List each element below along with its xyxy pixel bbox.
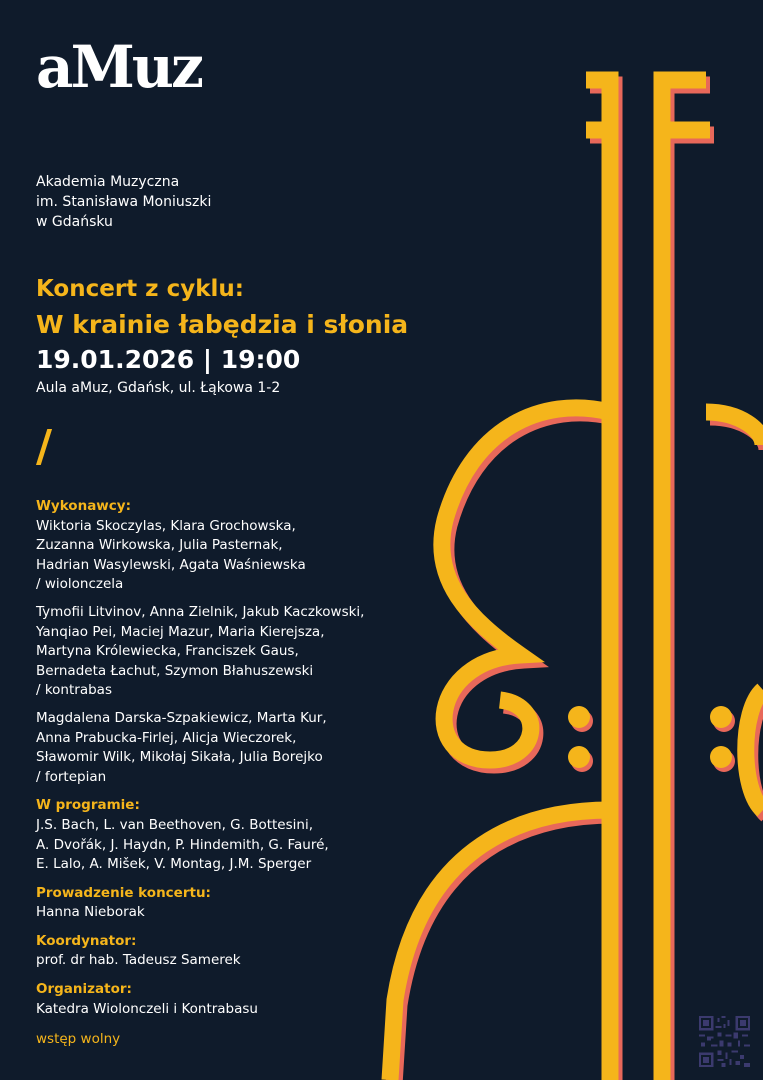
organizer-name: Katedra Wiolonczeli i Kontrabasu [36,1000,258,1017]
program-line: J.S. Bach, L. van Beethoven, G. Bottesini, [36,816,313,833]
slash-divider: / [36,421,53,472]
performers-line: / fortepian [36,768,107,785]
host-name: Hanna Nieborak [36,904,145,921]
performers-line: Magdalena Darska-Szpakiewicz, Marta Kur, [36,709,327,726]
program-line: A. Dvořák, J. Haydn, P. Hindemith, G. Fauré, [36,836,329,853]
coordinator-heading: Koordynator: [36,932,137,949]
performers-line: / wiolonczela [36,576,124,593]
performers-group-piano [36,709,416,787]
free-entry-note: wstęp wolny [36,1031,121,1047]
amuz-logo: aMuz [36,33,201,101]
series-label: Koncert z cyklu: [36,276,244,302]
program-line: E. Lalo, A. Mišek, V. Montag, J.M. Sperger [36,856,312,873]
concert-venue: Aula aMuz, Gdańsk, ul. Łąkowa 1-2 [36,380,281,396]
performers-group-cello [36,517,416,595]
performers-line: Sławomir Wilk, Mikołaj Sikała, Julia Borejko [36,749,323,766]
performers-line: Anna Prabucka-Firlej, Alicja Wieczorek, [36,729,297,746]
performers-line: Yanqiao Pei, Maciej Mazur, Maria Kierejsza, [36,623,325,640]
performers-line: Martyna Królewiecka, Franciszek Gaus, [36,643,299,660]
performers-line: Wiktoria Skoczylas, Klara Grochowska, [36,517,296,534]
host-heading: Prowadzenie koncertu: [36,884,211,901]
performers-line: Hadrian Wasylewski, Agata Waśniewska [36,556,306,573]
institution-line: w Gdańsku [36,214,113,230]
institution-line: Akademia Muzyczna [36,174,180,190]
concert-datetime: 19.01.2026 | 19:00 [36,345,301,374]
institution-name [36,172,211,232]
organizer-heading: Organizator: [36,981,132,998]
concert-title: W krainie łabędzia i słonia [36,310,409,339]
institution-line: im. Stanisława Moniuszki [36,194,212,210]
performers-heading: Wykonawcy: [36,498,131,514]
program-heading: W programie: [36,797,140,814]
performers-line: Bernadeta Łachut, Szymon Błahuszewski [36,662,314,679]
performers-group-double-bass [36,603,416,701]
performers-line: Tymofii Litvinov, Anna Zielnik, Jakub Kaczkowski, [36,603,365,620]
coordinator-name: prof. dr hab. Tadeusz Samerek [36,952,241,969]
concert-details [36,497,416,1019]
performers-line: / kontrabas [36,682,112,699]
qr-code-icon[interactable] [699,1016,750,1067]
performers-line: Zuzanna Wirkowska, Julia Pasternak, [36,537,283,554]
